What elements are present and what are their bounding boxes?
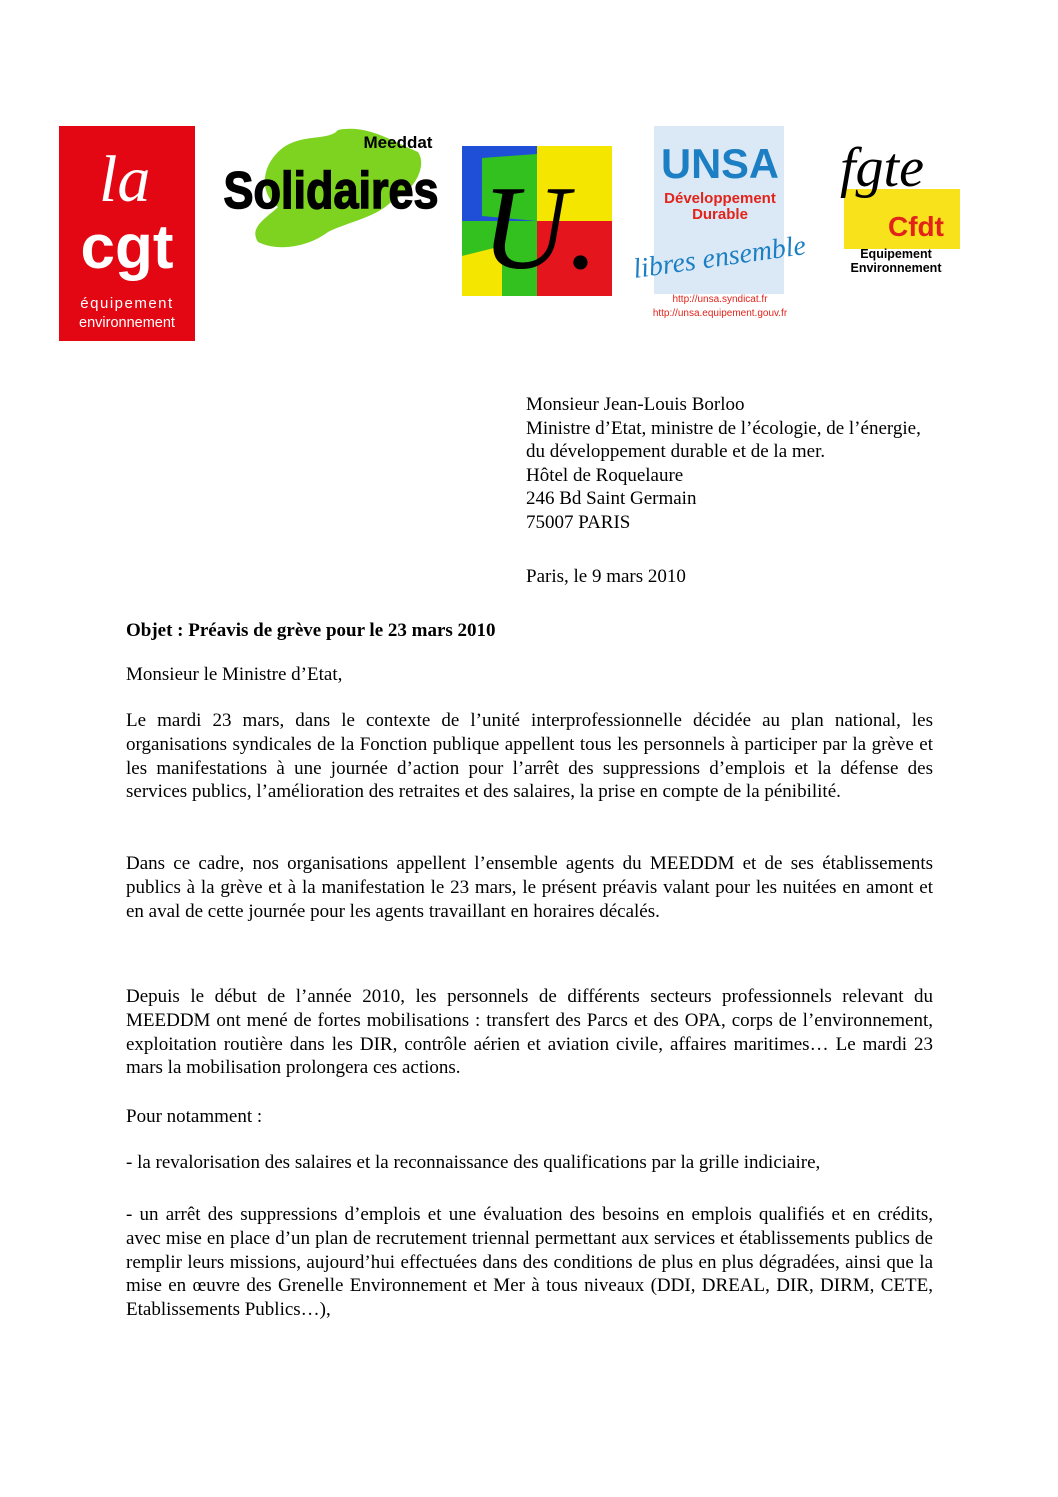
unsa-logo-url1: http://unsa.syndicat.fr (672, 294, 768, 305)
solidaires-logo-main: Solidaires (223, 162, 439, 220)
address-line: 246 Bd Saint Germain (526, 488, 697, 510)
fsu-logo-letter: U. (481, 161, 599, 294)
body-paragraph: Depuis le début de l’année 2010, les personnels de différents secteurs professionnels relevant du MEEDDM ont mené de fortes mobilisations : transfert des Parcs et des OPA, corps de l’environnement, exploitation routière dans les DIR, contrôle aérien et aviation civile, affaires maritimes… Le mardi 23 mars la mobilisation prolongera ces actions. (126, 986, 933, 1079)
letter-date: Paris, le 9 mars 2010 (526, 566, 686, 587)
address-line: du développement durable et de la mer. (526, 441, 826, 463)
unsa-logo-url2: http://unsa.equipement.gouv.fr (652, 308, 788, 319)
address-line: Ministre d’Etat, ministre de l’écologie, de l’énergie, (526, 417, 921, 439)
fgte-logo-line2: Environnement (850, 261, 942, 275)
fgte-logo-line1: Equipement (860, 247, 932, 261)
address-line: Hôtel de Roquelaure (526, 464, 684, 486)
unsa-logo-line1: Développement (664, 190, 776, 207)
fsu-logo (462, 146, 612, 296)
body-paragraph: Dans ce cadre, nos organisations appellent l’ensemble agents du MEEDDM et de ses établissements publics à la grève et à la manifestation le 23 mars, le présent préavis valant pour les nuitées en amont et en aval de cette journée pour les agents travaillant en horaires décalés. (126, 853, 933, 922)
cgt-logo-script: la (99, 143, 151, 216)
unsa-logo-brand: UNSA (661, 140, 779, 187)
body-paragraph: Le mardi 23 mars, dans le contexte de l’unité interprofessionnelle décidée au plan national, les organisations syndicales de la Fonction publique appellent tous les personnels à participer par la grève et les manifestations à une journée d’action pour l’arrêt des suppressions d’emplois et la défense des services publics, l’amélioration des retraites et des salaires, la prise en compte de la pénibilité. (126, 710, 933, 803)
cgt-logo (59, 126, 195, 341)
letter-salutation: Monsieur le Ministre d’Etat, (126, 664, 343, 685)
demand-item: - un arrêt des suppressions d’emplois et une évaluation des besoins en emplois qualifiés et en crédits, avec mise en place d’un plan de recrutement triennal permettant aux services et établissements publics de remplir leurs missions, aujourd’hui effectuées dans des conditions de plus en plus dégradées, ainsi que la mise en œuvre des Grenelle Environnement et Mer à tous niveaux (DDI, DREAL, DIR, DIRM, CETE, Etablissements Publics…), (126, 1204, 933, 1321)
letter-subject: Objet : Préavis de grève pour le 23 mars 2010 (126, 620, 496, 641)
cgt-logo-line2: environnement (79, 315, 175, 331)
unsa-logo-tagline: libres ensemble (631, 230, 808, 285)
demand-item: - la revalorisation des salaires et la reconnaissance des qualifications par la grille indiciaire, (126, 1152, 821, 1173)
unsa-logo-line2: Durable (692, 206, 748, 223)
address-line: Monsieur Jean-Louis Borloo (526, 394, 745, 415)
body-paragraph: Pour notamment : (126, 1106, 263, 1127)
solidaires-logo-top: Meeddat (363, 133, 433, 152)
solidaires-logo (218, 122, 443, 262)
fgte-cfdt-logo (822, 124, 970, 276)
fgte-logo-top: fgte (840, 137, 924, 199)
cgt-logo-line1: équipement (80, 295, 174, 312)
cgt-logo-main: cgt (80, 213, 174, 282)
fgte-logo-cfdt: Cfdt (888, 211, 944, 242)
unsa-logo (632, 126, 807, 324)
recipient-address (526, 393, 1026, 535)
address-line: 75007 PARIS (526, 511, 631, 533)
